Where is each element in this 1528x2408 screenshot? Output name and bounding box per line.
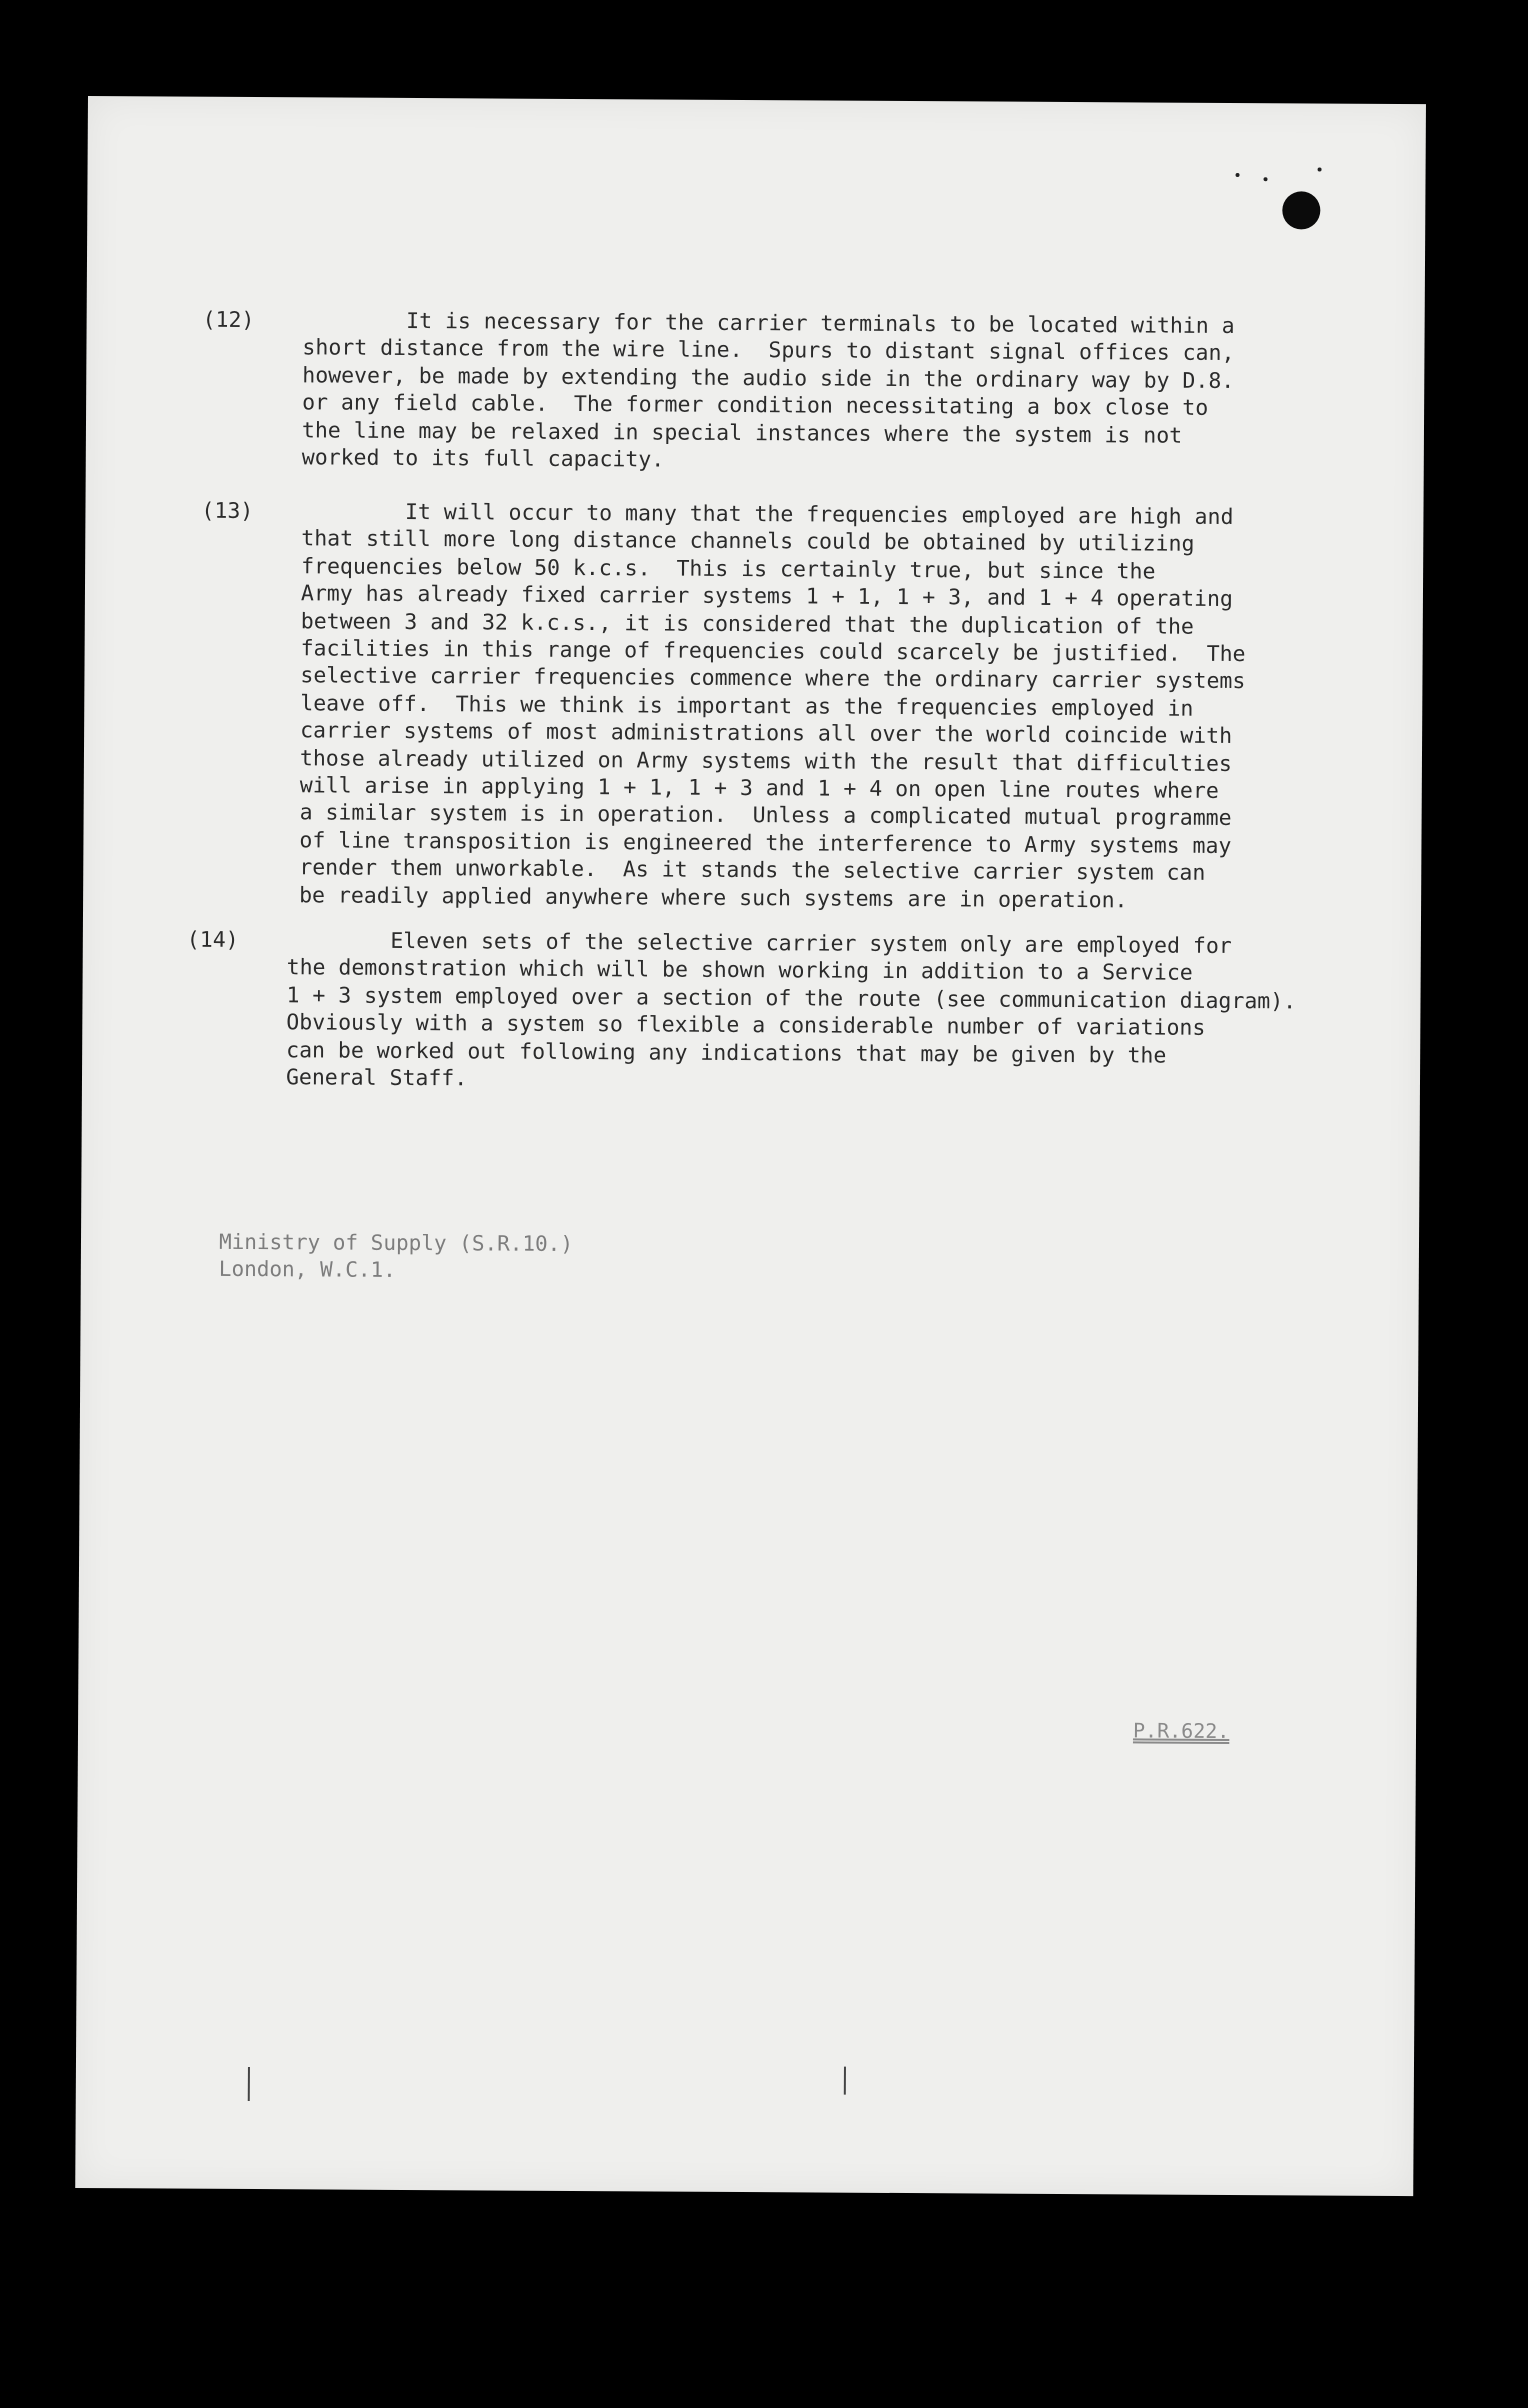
paragraph-14: [186, 927, 1383, 1098]
text-line: between 3 and 32 k.c.s., it is considered that the duplication of the: [300, 608, 1195, 640]
text-line: leave off. This we think is important as the frequencies employed in: [300, 691, 1194, 722]
text-line: frequencies below 50 k.c.s. This is certainly true, but since the: [301, 554, 1156, 585]
scan-tick-mark: [844, 2067, 846, 2095]
address-line: London, W.C.1.: [218, 1256, 396, 1282]
text-line: facilities in this range of frequencies could scarcely be justified. The: [300, 636, 1246, 668]
text-line: short distance from the wire line. Spurs to distant signal offices can,: [302, 335, 1235, 367]
text-line: will arise in applying 1 + 1, 1 + 3 and 1 + 4 on open line routes where: [299, 773, 1219, 804]
text-line: render them unworkable. As it stands the selective carrier system can: [299, 855, 1206, 887]
text-line: a similar system is in operation. Unless a complicated mutual programme: [299, 800, 1232, 832]
text-line: It is necessary for the carrier terminals to be located within a: [302, 308, 1235, 340]
text-line: can be worked out following any indications that may be given by the: [286, 1037, 1167, 1069]
text-line: the demonstration which will be shown working in addition to a Service: [286, 955, 1193, 987]
text-line: It will occur to many that the frequencies employed are high and: [301, 499, 1234, 531]
text-line: Eleven sets of the selective carrier system only are employed for: [286, 928, 1232, 960]
text-line: 1 + 3 system employed over a section of the route (see communication diagram).: [286, 983, 1297, 1015]
text-line: however, be made by extending the audio side in the ordinary way by D.8.: [302, 363, 1235, 394]
sender-address: [219, 1229, 573, 1285]
text-line: or any field cable. The former condition necessitating a box close to: [302, 390, 1209, 422]
paragraph-13: [201, 498, 1385, 916]
scan-specks: [1235, 163, 1325, 184]
address-line: Ministry of Supply (S.R.10.): [218, 1229, 574, 1256]
text-line: Obviously with a system so flexible a considerable number of variations: [286, 1010, 1206, 1042]
reference-number: P.R.622.: [1132, 1718, 1230, 1744]
text-line: General Staff.: [285, 1065, 468, 1092]
text-line: Army has already fixed carrier systems 1 + 1, 1 + 3, and 1 + 4 operating: [300, 581, 1234, 613]
paragraph-number: (14): [186, 927, 239, 953]
text-line: those already utilized on Army systems with the result that difficulties: [299, 745, 1233, 777]
document-page: [75, 96, 1426, 2196]
scan-tick-mark: [248, 2067, 250, 2101]
text-line: the line may be relaxed in special instances where the system is not: [301, 417, 1183, 449]
text-line: selective carrier frequencies commence where the ordinary carrier systems: [300, 663, 1246, 695]
punch-hole: [1282, 191, 1320, 229]
text-line: be readily applied anywhere where such systems are in operation.: [299, 882, 1128, 914]
paragraph-number: (12): [202, 307, 255, 334]
paragraph-12: [202, 307, 1387, 478]
text-line: that still more long distance channels could be obtained by utilizing: [301, 526, 1195, 558]
paragraph-number: (13): [201, 498, 254, 525]
text-line: of line transposition is engineered the interference to Army systems may: [299, 828, 1232, 859]
text-line: worked to its full capacity.: [301, 445, 665, 473]
text-line: carrier systems of most administrations all over the world coincide with: [300, 718, 1233, 750]
